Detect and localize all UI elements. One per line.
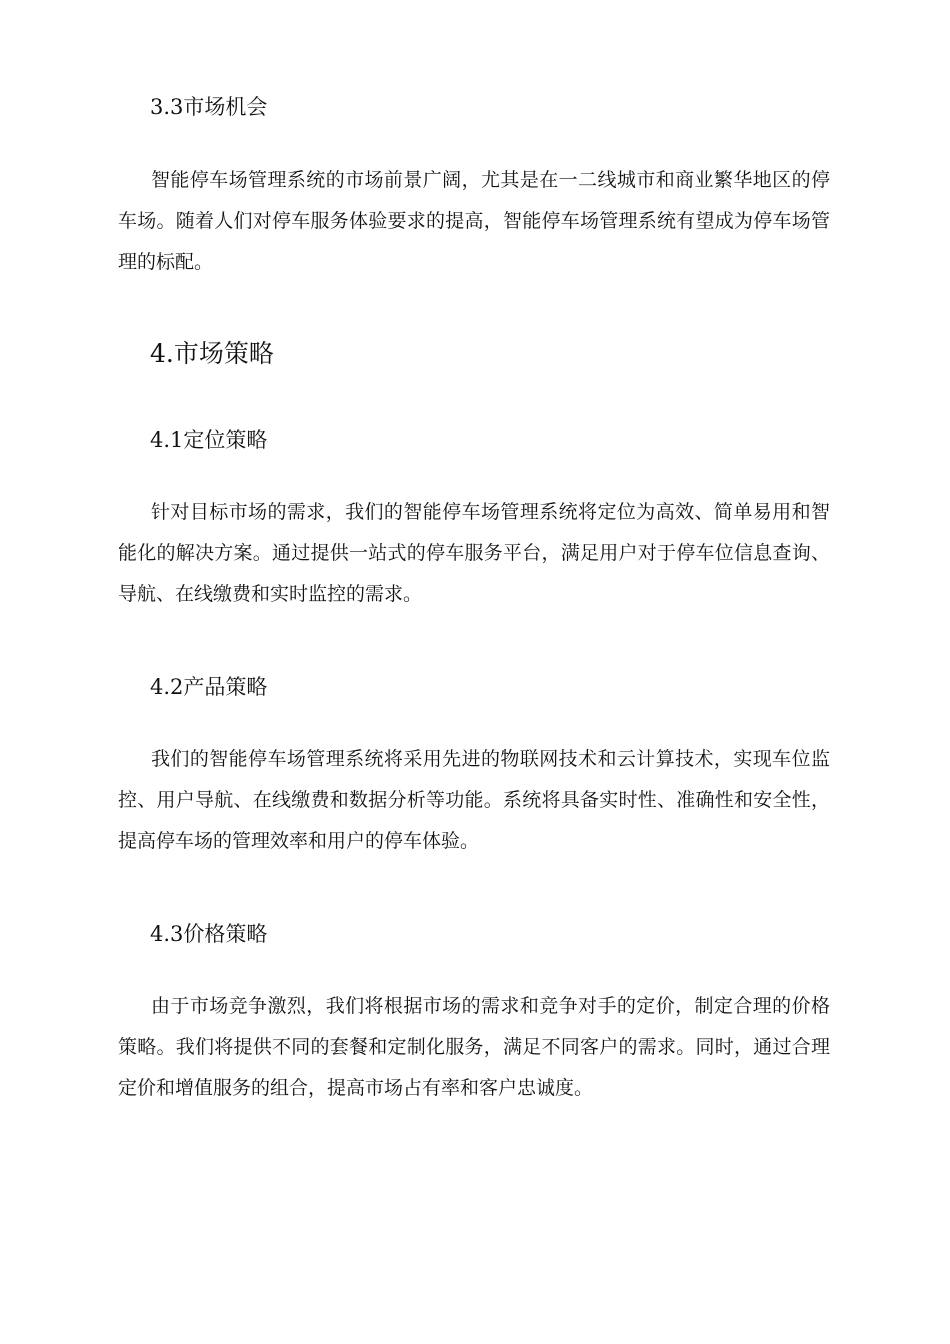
section-heading-4-3: 4.3价格策略 (150, 922, 268, 946)
section-paragraph-4-1: 针对目标市场的需求，我们的智能停车场管理系统将定位为高效、简单易用和智能化的解决方案。通过提供一站式的停车服务平台，满足用户对于停车位信息查询、导航、在线缴费和实时监控的需求。 (118, 501, 830, 605)
section-heading-4-2: 4.2产品策略 (150, 675, 268, 699)
section-heading-4-1: 4.1定位策略 (150, 428, 268, 452)
section-paragraph-3-3: 智能停车场管理系统的市场前景广阔，尤其是在一二线城市和商业繁华地区的停车场。随着人们对停车服务体验要求的提高，智能停车场管理系统有望成为停车场管理的标配。 (118, 169, 830, 273)
section-heading-4: 4.市场策略 (150, 339, 274, 368)
section-paragraph-4-2: 我们的智能停车场管理系统将采用先进的物联网技术和云计算技术，实现车位监控、用户导航、在线缴费和数据分析等功能。系统将具备实时性、准确性和安全性，提高停车场的管理效率和用户的停车体验。 (118, 748, 830, 852)
section-paragraph-4-3: 由于市场竞争激烈，我们将根据市场的需求和竞争对手的定价，制定合理的价格策略。我们将提供不同的套餐和定制化服务，满足不同客户的需求。同时，通过合理定价和增值服务的组合，提高市场占有率和客户忠诚度。 (118, 995, 830, 1099)
section-heading-3-3: 3.3市场机会 (150, 95, 268, 119)
